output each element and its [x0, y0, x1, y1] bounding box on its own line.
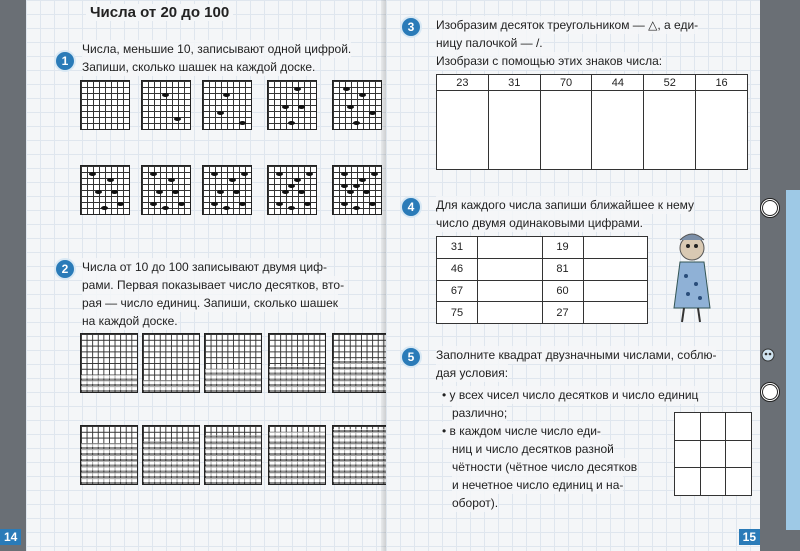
answer-cell[interactable] — [675, 413, 701, 441]
task-4-table — [436, 236, 648, 324]
table-cell: 75 — [437, 302, 478, 324]
answer-cell[interactable] — [488, 91, 540, 170]
bullet-2-line-4: и нечетное число единиц и на- — [452, 478, 624, 492]
answer-cell[interactable] — [583, 280, 648, 302]
checker-board — [267, 165, 317, 215]
answer-cell[interactable] — [478, 237, 543, 259]
difficulty-icon — [760, 382, 780, 402]
checker-board — [332, 80, 382, 130]
answer-cell[interactable] — [592, 91, 644, 170]
difficulty-icon — [760, 198, 780, 218]
task-1-line-1: Числа, меньшие 10, записывают одной цифрой. — [82, 42, 352, 56]
table-cell: 23 — [437, 75, 489, 91]
task-4-line-2: число двумя одинаковыми цифрами. — [436, 216, 644, 230]
bullet-2-line-5: оборот). — [452, 496, 499, 510]
task-4-number: 4 — [400, 196, 422, 218]
checker-board — [332, 165, 382, 215]
table-cell: 31 — [437, 237, 478, 259]
answer-cell[interactable] — [700, 413, 726, 441]
task-5-line-2: дая условия: — [436, 366, 509, 380]
table-cell: 46 — [437, 258, 478, 280]
answer-cell[interactable] — [478, 280, 543, 302]
answer-cell[interactable] — [437, 91, 489, 170]
cartoon-bug-icon — [760, 346, 776, 362]
bullet-1-text: у всех чисел число десятков и число единиц — [449, 388, 699, 402]
checker-board — [202, 80, 252, 130]
bullet-1: • у всех чисел число десятков и число единиц — [442, 388, 699, 402]
answer-cell[interactable] — [700, 468, 726, 496]
task-3-line-3: Изобрази с помощью этих знаков числа: — [436, 54, 663, 68]
checker-board — [141, 80, 191, 130]
hundred-board — [268, 333, 326, 393]
bullet-2-line-3: чётности (чётное число десятков — [452, 460, 638, 474]
table-cell: 81 — [542, 258, 583, 280]
answer-cell[interactable] — [726, 440, 752, 468]
hundred-board — [142, 333, 200, 393]
table-cell: 16 — [696, 75, 748, 91]
task-2-number: 2 — [54, 258, 76, 280]
answer-cell[interactable] — [726, 413, 752, 441]
left-page — [4, 0, 386, 551]
answer-cell[interactable] — [540, 91, 592, 170]
bullet-2: • в каждом числе число еди- — [442, 424, 601, 438]
task-3-line-1: Изобразим десяток треугольником — △, а еди- — [436, 18, 699, 32]
checker-board — [141, 165, 191, 215]
hundred-board — [142, 425, 200, 485]
table-cell: 44 — [592, 75, 644, 91]
bullet-1-cont: различно; — [452, 406, 508, 420]
checker-board — [202, 165, 252, 215]
page-title: Числа от 20 до 100 — [86, 4, 233, 21]
task-2-line-2: рами. Первая показывает число десятков, вто- — [82, 278, 345, 292]
task-1-number: 1 — [54, 50, 76, 72]
page-number-right: 15 — [739, 529, 760, 545]
task-3-number: 3 — [400, 16, 422, 38]
hundred-board — [80, 333, 138, 393]
answer-cell[interactable] — [583, 237, 648, 259]
magic-square-grid — [674, 412, 752, 496]
table-cell: 27 — [542, 302, 583, 324]
hundred-board — [204, 425, 262, 485]
task-2-line-4: на каждой доске. — [82, 314, 178, 328]
task-2-line-3: рая — число единиц. Запиши, сколько шашек — [82, 296, 339, 310]
answer-cell[interactable] — [583, 302, 648, 324]
checker-board — [80, 165, 130, 215]
checker-board — [80, 80, 130, 130]
task-3-line-2: ницу палочкой — /. — [436, 36, 543, 50]
right-page — [386, 0, 760, 551]
hundred-board — [204, 333, 262, 393]
table-cell: 19 — [542, 237, 583, 259]
task-5-line-1: Заполните квадрат двузначными числами, соблю- — [436, 348, 717, 362]
answer-cell[interactable] — [700, 440, 726, 468]
task-2-line-1: Числа от 10 до 100 записывают двумя циф- — [82, 260, 327, 274]
cartoon-character-illustration — [666, 232, 716, 324]
answer-cell[interactable] — [675, 440, 701, 468]
table-cell: 60 — [542, 280, 583, 302]
answer-cell[interactable] — [478, 302, 543, 324]
hundred-board — [268, 425, 326, 485]
checker-board — [267, 80, 317, 130]
task-3-table — [436, 74, 748, 170]
page-number-left: 14 — [0, 529, 21, 545]
table-cell: 31 — [488, 75, 540, 91]
table-cell: 70 — [540, 75, 592, 91]
task-4-line-1: Для каждого числа запиши ближайшее к нему — [436, 198, 694, 212]
answer-cell[interactable] — [696, 91, 748, 170]
task-1-line-2: Запиши, сколько шашек на каждой доске. — [82, 60, 316, 74]
answer-cell[interactable] — [583, 258, 648, 280]
page-edge-tab — [786, 190, 800, 530]
hundred-board — [80, 425, 138, 485]
bullet-2-line-2: ниц и число десятков разной — [452, 442, 614, 456]
table-cell: 52 — [644, 75, 696, 91]
answer-cell[interactable] — [675, 468, 701, 496]
answer-cell[interactable] — [726, 468, 752, 496]
answer-cell[interactable] — [644, 91, 696, 170]
table-cell: 67 — [437, 280, 478, 302]
answer-cell[interactable] — [478, 258, 543, 280]
bullet-2-text: в каждом числе число еди- — [449, 424, 601, 438]
task-5-number: 5 — [400, 346, 422, 368]
